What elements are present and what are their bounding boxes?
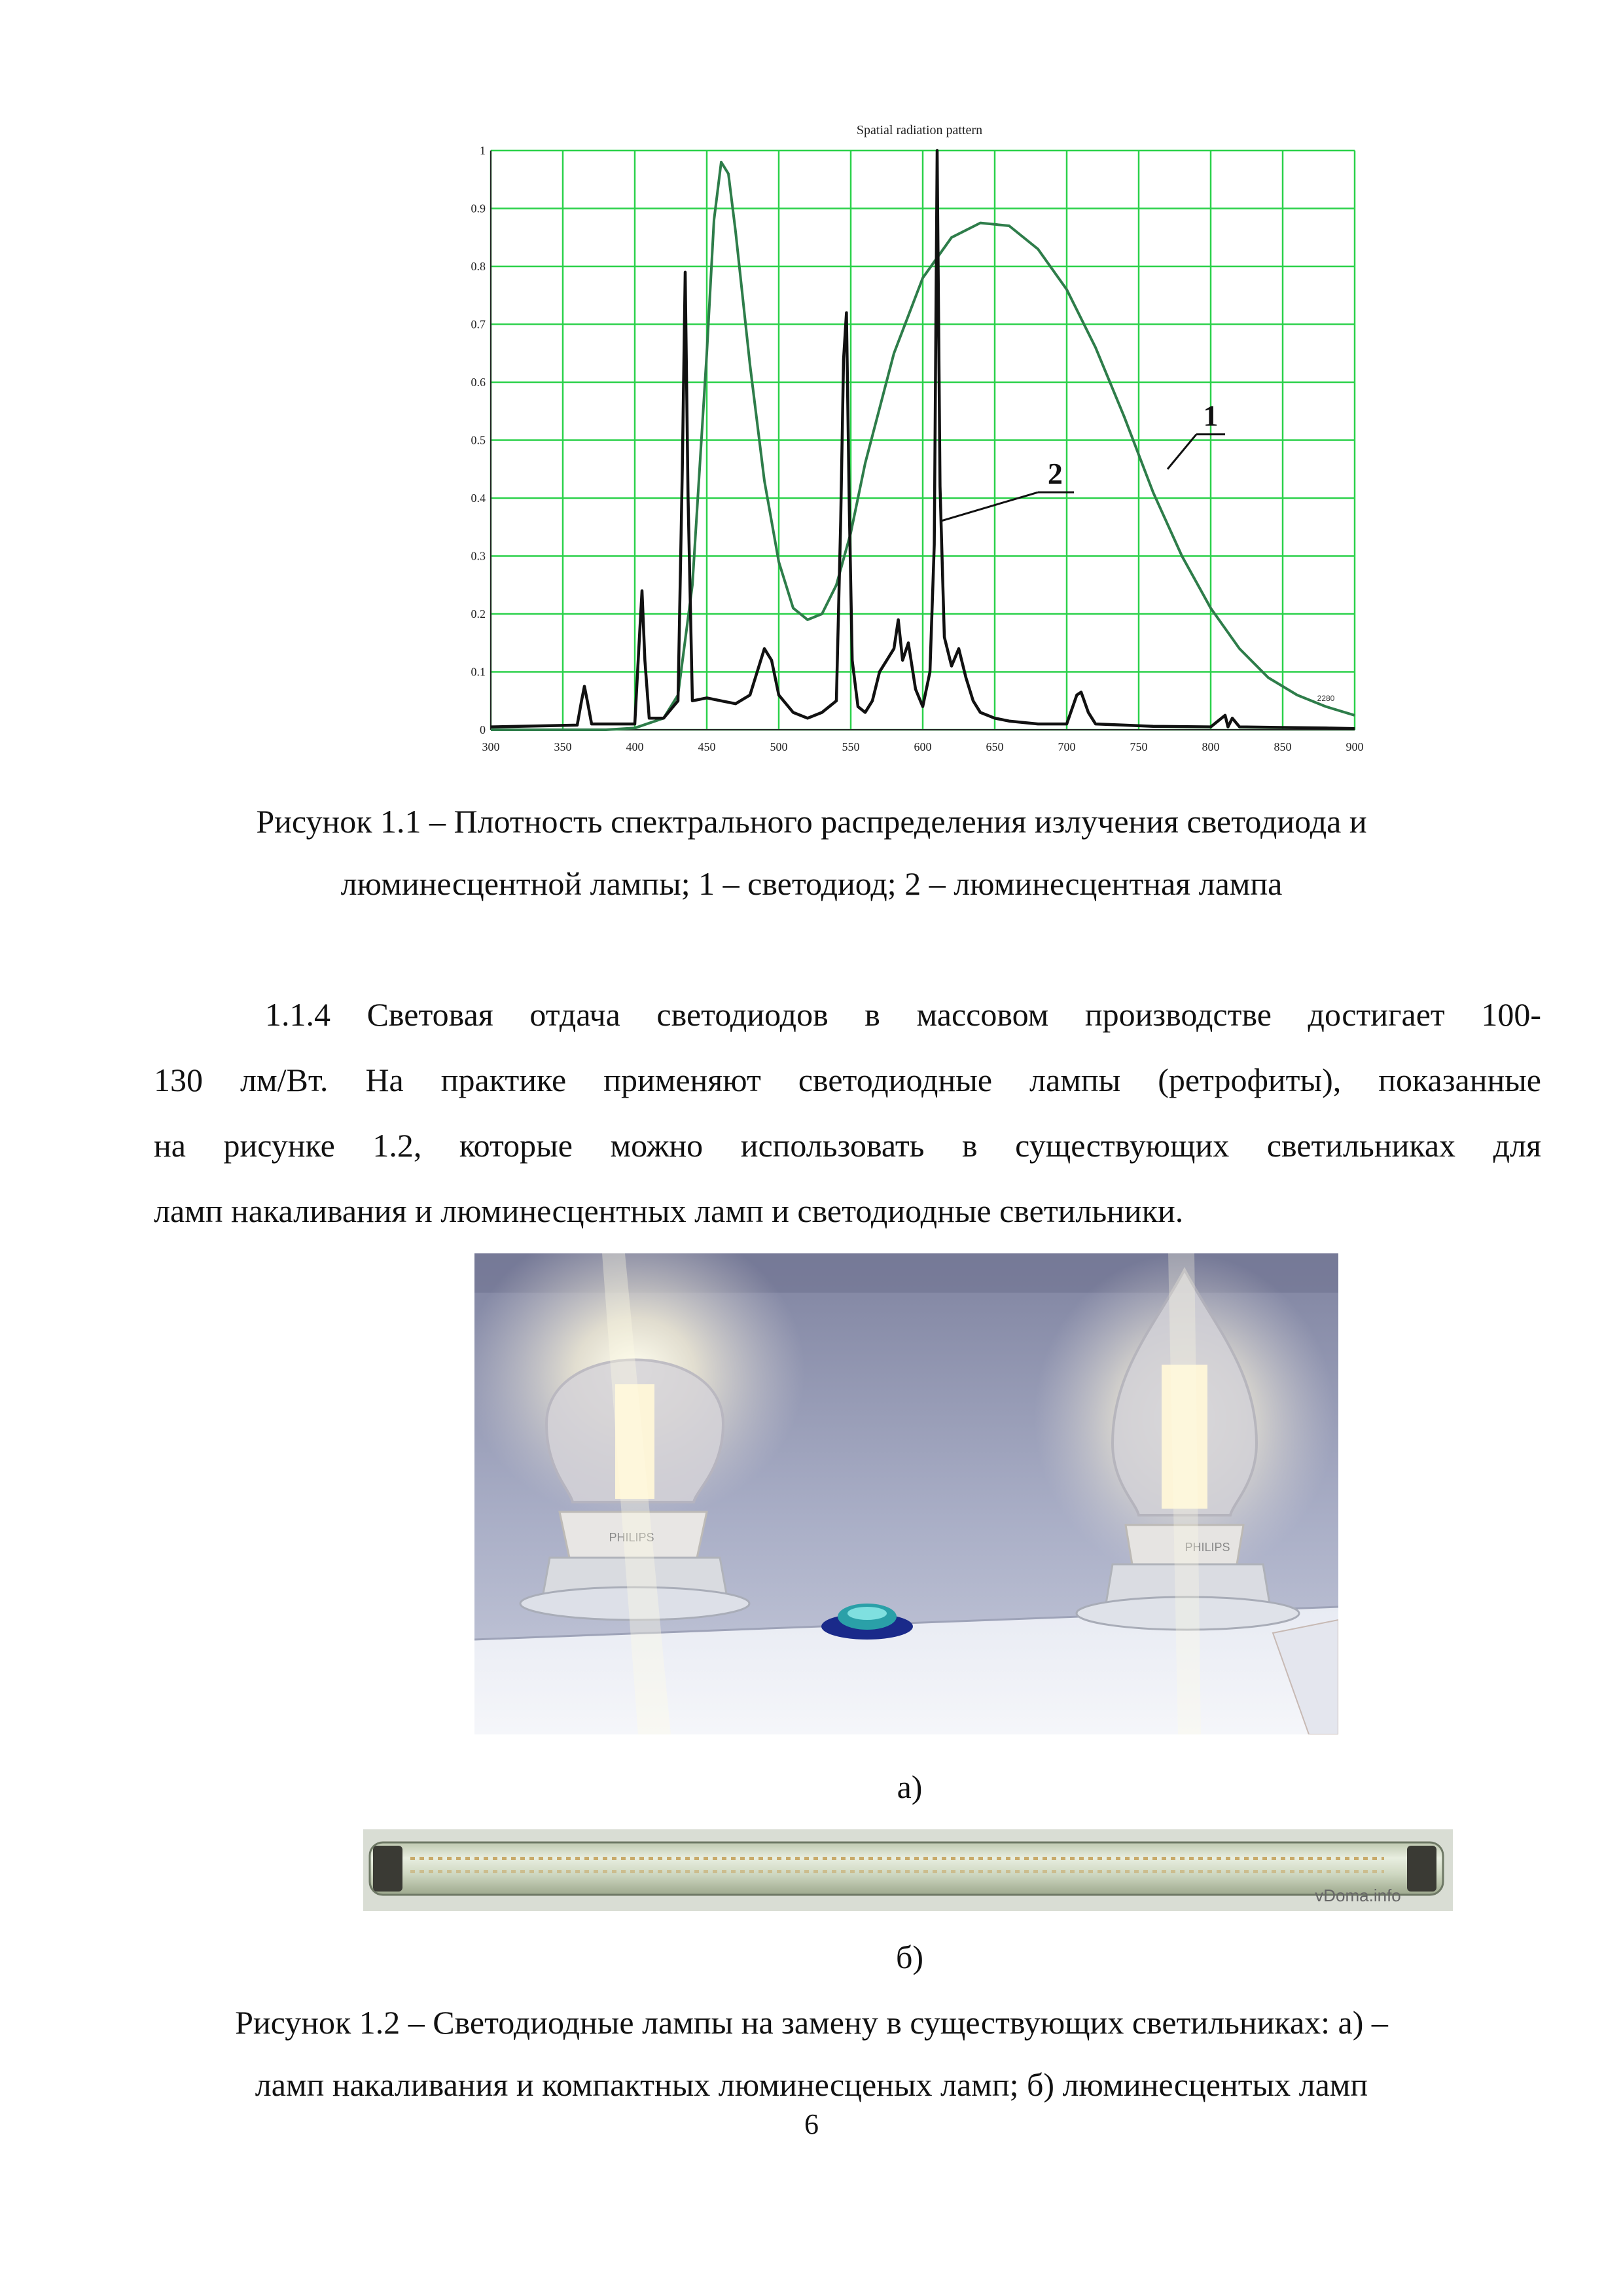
- figure2-caption-line2: ламп накаливания и компактных люминесценых ламп; б) люминесцентых ламп: [255, 2066, 1368, 2103]
- x-tick-label: 700: [1058, 740, 1076, 753]
- y-tick-label: 0.2: [471, 607, 486, 620]
- y-tick-label: 0.9: [471, 202, 486, 215]
- x-tick-label: 300: [482, 740, 500, 753]
- annotation-label-1: 1: [1203, 399, 1219, 433]
- chart-title: Spatial radiation pattern: [856, 123, 983, 137]
- y-tick-label: 1: [480, 144, 486, 157]
- x-tick-label: 650: [986, 740, 1004, 753]
- paragraph-1-1-4: [154, 982, 1541, 1244]
- photo-led-tube: [363, 1829, 1453, 1911]
- photo-b-label: б): [895, 1939, 924, 1975]
- photo-a-label: а): [897, 1768, 923, 1805]
- x-tick-label: 750: [1130, 740, 1148, 753]
- figure1-caption-line2: люминесцентной лампы; 1 – светодиод; 2 – люминесцентная лампа: [340, 865, 1283, 902]
- bulb-left-brand: PHILIPS: [609, 1531, 654, 1544]
- y-tick-label: 0.6: [471, 376, 486, 389]
- y-tick-label: 0.7: [471, 317, 486, 331]
- y-tick-label: 0.4: [471, 492, 486, 505]
- x-tick-label: 900: [1346, 740, 1364, 753]
- figure1-caption-line1: Рисунок 1.1 – Плотность спектрального распределения излучения светодиода и: [256, 803, 1367, 840]
- x-tick-label: 550: [842, 740, 860, 753]
- x-tick-label: 350: [554, 740, 572, 753]
- spectrum-chart-svg: [468, 115, 1374, 759]
- x-tick-label: 450: [698, 740, 716, 753]
- chart-tick-labels: [471, 144, 1364, 753]
- photo-b-watermark: vDoma.info: [1315, 1886, 1401, 1905]
- y-tick-label: 0.8: [471, 260, 486, 273]
- figure2-caption-line1: Рисунок 1.2 – Светодиодные лампы на замену в существующих светильниках: а) –: [235, 2004, 1388, 2041]
- chart-grid: [491, 151, 1355, 730]
- paragraph-line: ламп накаливания и люминесцентных ламп и светодиодные светильники.: [154, 1193, 1184, 1229]
- paragraph-line: на рисунке 1.2, которые можно использовать в существующих светильниках для: [154, 1127, 1541, 1164]
- chart-corner-note: 2280: [1317, 693, 1335, 703]
- annotation-leader-2: [940, 492, 1038, 521]
- y-tick-label: 0.1: [471, 665, 486, 679]
- paragraph-line: 130 лм/Вт. На практике применяют светодиодные лампы (ретрофиты), показанные: [154, 1062, 1541, 1098]
- paragraph-line: 1.1.4 Световая отдача светодиодов в массовом производстве достигает 100-: [265, 996, 1541, 1033]
- page-number: 6: [804, 2108, 819, 2140]
- x-tick-label: 850: [1274, 740, 1292, 753]
- bulb-right-brand: PHILIPS: [1185, 1541, 1230, 1554]
- annotation-label-2: 2: [1047, 456, 1063, 490]
- y-tick-label: 0.3: [471, 549, 486, 563]
- x-tick-label: 600: [914, 740, 932, 753]
- y-tick-label: 0.5: [471, 433, 486, 447]
- chart-annotations: [940, 399, 1334, 702]
- x-tick-label: 800: [1202, 740, 1220, 753]
- y-tick-label: 0: [480, 723, 486, 736]
- x-tick-label: 500: [770, 740, 788, 753]
- photo-led-bulbs: [474, 1253, 1338, 1734]
- x-tick-label: 400: [626, 740, 644, 753]
- spectrum-chart: [468, 115, 1374, 759]
